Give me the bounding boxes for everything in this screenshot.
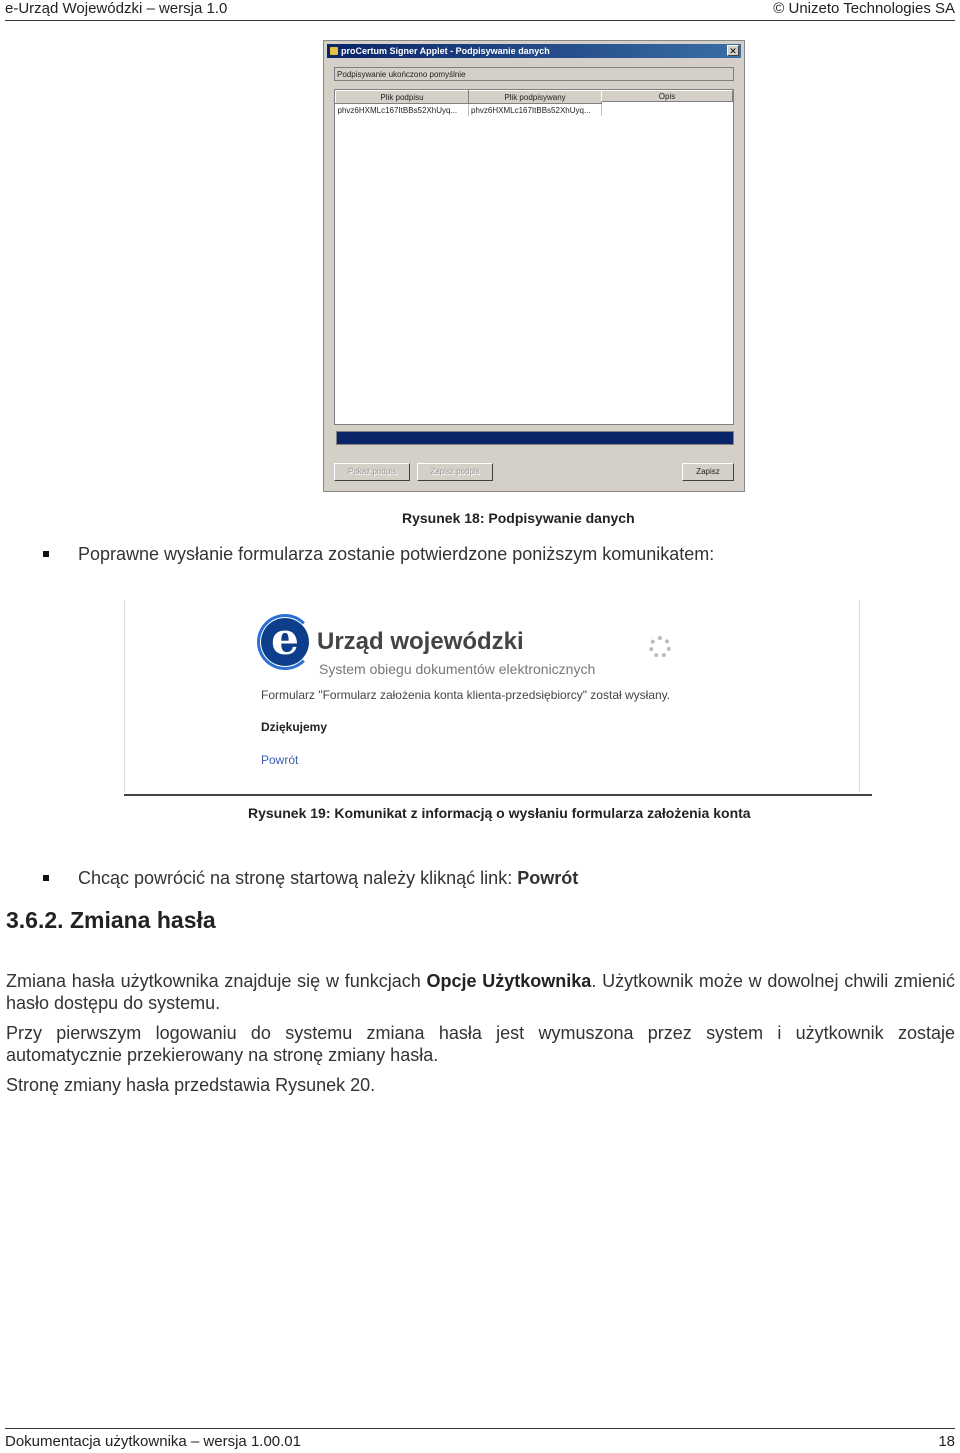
user-options-label: Opcje Użytkownika xyxy=(426,971,592,991)
cell-signature-file: phvz6HXMLc167ItBBs52XhUyq... xyxy=(336,104,469,117)
bullet-item-confirmation xyxy=(78,543,714,565)
bullet-text: Chcąc powrócić na stronę startową należy kliknąć link: xyxy=(78,868,518,888)
thanks-label: Dziękujemy xyxy=(261,720,328,734)
col-description[interactable]: Opis xyxy=(601,90,733,102)
table-row[interactable] xyxy=(336,104,602,117)
paragraph-2: Przy pierwszym logowaniu do systemu zmiana hasła jest wymuszona przez system i użytkownik zostaje automatycznie przekierowany na stronę zmiany hasła. xyxy=(6,1023,955,1065)
page-number: 18 xyxy=(938,1433,955,1450)
footer-left: Dokumentacja użytkownika – wersja 1.00.01 xyxy=(5,1433,301,1450)
header-right: © Unizeto Technologies SA xyxy=(773,0,955,17)
figure-19-caption: Rysunek 19: Komunikat z informacją o wysłaniu formularza założenia konta xyxy=(248,805,751,821)
applet-window xyxy=(323,40,745,492)
applet-title: proCertum Signer Applet - Podpisywanie danych xyxy=(341,46,550,56)
save-button[interactable]: Zapisz xyxy=(682,463,734,481)
signature-table[interactable] xyxy=(334,89,734,425)
paragraph-3: Stronę zmiany hasła przedstawia Rysunek 20. xyxy=(6,1075,376,1095)
header-left: e-Urząd Wojewódzki – wersja 1.0 xyxy=(5,0,228,17)
para1-text-a: Zmiana hasła użytkownika znajduje się w funkcjach xyxy=(6,971,427,991)
cell-signed-file: phvz6HXMLc167ItBBs52XhUyq... xyxy=(469,104,602,117)
applet-status: Podpisywanie ukończono pomyślnie xyxy=(334,67,734,81)
brand-subtitle: System obiegu dokumentów elektronicznych xyxy=(319,661,596,677)
loading-spinner-icon xyxy=(649,636,671,658)
applet-titlebar xyxy=(327,44,741,58)
back-link[interactable]: Powrót xyxy=(261,753,299,767)
paragraph-1 xyxy=(6,970,955,1014)
section-title: Zmiana hasła xyxy=(69,907,216,933)
return-link-label: Powrót xyxy=(517,868,579,888)
e-logo-icon: e xyxy=(261,618,309,666)
para1-text-c: . Użytkownik może w dowolnej chwili zmienić hasło dostępu do systemu. xyxy=(6,971,955,1013)
sent-message: Formularz "Formularz założenia konta klienta-przedsiębiorcy" został wysłany. xyxy=(261,688,671,702)
progress-bar xyxy=(336,431,734,445)
show-signature-button[interactable]: Pokaż podpis xyxy=(334,463,410,481)
close-icon[interactable]: ✕ xyxy=(727,45,739,56)
confirmation-screenshot xyxy=(124,600,860,792)
page-footer xyxy=(5,1428,955,1451)
section-heading xyxy=(6,906,216,934)
brand-name: Urząd wojewódzki xyxy=(317,628,524,655)
bullet-square-icon xyxy=(43,551,49,557)
col-signed-file[interactable]: Plik podpisywany xyxy=(469,91,602,104)
section-number: 3.6.2. xyxy=(6,907,64,933)
bullet-item-return xyxy=(78,867,578,889)
figure-divider xyxy=(124,794,872,796)
progress-fill xyxy=(337,432,733,444)
bullet-text: Poprawne wysłanie formularza zostanie potwierdzone poniższym komunikatem: xyxy=(78,544,715,564)
figure-18-caption: Rysunek 18: Podpisywanie danych xyxy=(402,510,635,526)
page-header xyxy=(5,0,955,21)
java-app-icon xyxy=(330,47,338,55)
bullet-square-icon xyxy=(43,875,49,881)
save-signature-as-button[interactable]: Zapisz podpis xyxy=(417,463,493,481)
col-signature-file[interactable]: Plik podpisu xyxy=(336,91,469,104)
